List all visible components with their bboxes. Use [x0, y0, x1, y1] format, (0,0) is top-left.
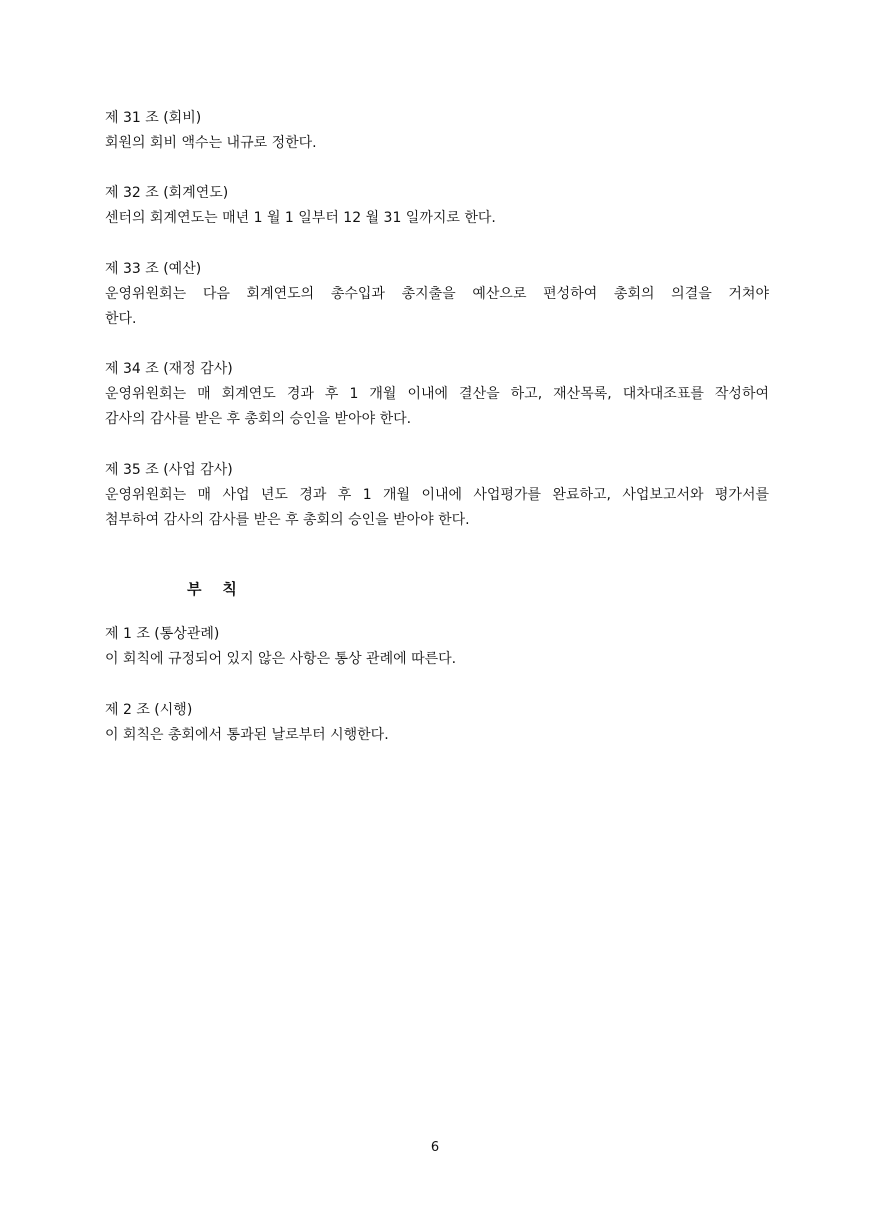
article-heading: 제 2 조 (시행)	[105, 702, 193, 718]
article-text: 운영위원회는 매 회계연도 경과 후 1 개월 이내에 결산을 하고, 재산목록, 대차대조표를 작성하여	[105, 386, 769, 402]
article-text: 이 회칙은 총회에서 통과된 날로부터 시행한다.	[105, 727, 389, 743]
article-text: 이 회칙에 규정되어 있지 않은 사항은 통상 관례에 따른다.	[105, 651, 457, 667]
article-31	[105, 106, 769, 156]
supplementary-article-2	[105, 698, 769, 748]
article-heading: 제 31 조 (회비)	[105, 110, 202, 126]
supplementary-title: 부 칙	[187, 580, 237, 598]
article-35	[105, 458, 769, 533]
supplementary-article-1	[105, 622, 769, 672]
article-heading: 제 32 조 (회계연도)	[105, 185, 229, 201]
article-heading: 제 1 조 (통상관례)	[105, 626, 220, 642]
article-text: 회원의 회비 액수는 내규로 정한다.	[105, 135, 317, 151]
article-heading: 제 35 조 (사업 감사)	[105, 462, 233, 478]
article-34	[105, 357, 769, 432]
page-number: 6	[430, 1140, 440, 1155]
document-page	[105, 0, 769, 1231]
article-text: 첨부하여 감사의 감사를 받은 후 총회의 승인을 받아야 한다.	[105, 512, 470, 528]
article-33	[105, 257, 769, 332]
article-heading: 제 34 조 (재정 감사)	[105, 361, 233, 377]
article-32	[105, 181, 769, 231]
article-text: 감사의 감사를 받은 후 총회의 승인을 받아야 한다.	[105, 411, 412, 427]
article-heading: 제 33 조 (예산)	[105, 261, 202, 277]
article-text: 운영위원회는 다음 회계연도의 총수입과 총지출을 예산으로 편성하여 총회의 의결을 거쳐야	[105, 286, 769, 302]
article-text: 한다.	[105, 311, 137, 327]
article-text: 센터의 회계연도는 매년 1 월 1 일부터 12 월 31 일까지로 한다.	[105, 210, 496, 226]
article-text: 운영위원회는 매 사업 년도 경과 후 1 개월 이내에 사업평가를 완료하고, 사업보고서와 평가서를	[105, 487, 769, 503]
